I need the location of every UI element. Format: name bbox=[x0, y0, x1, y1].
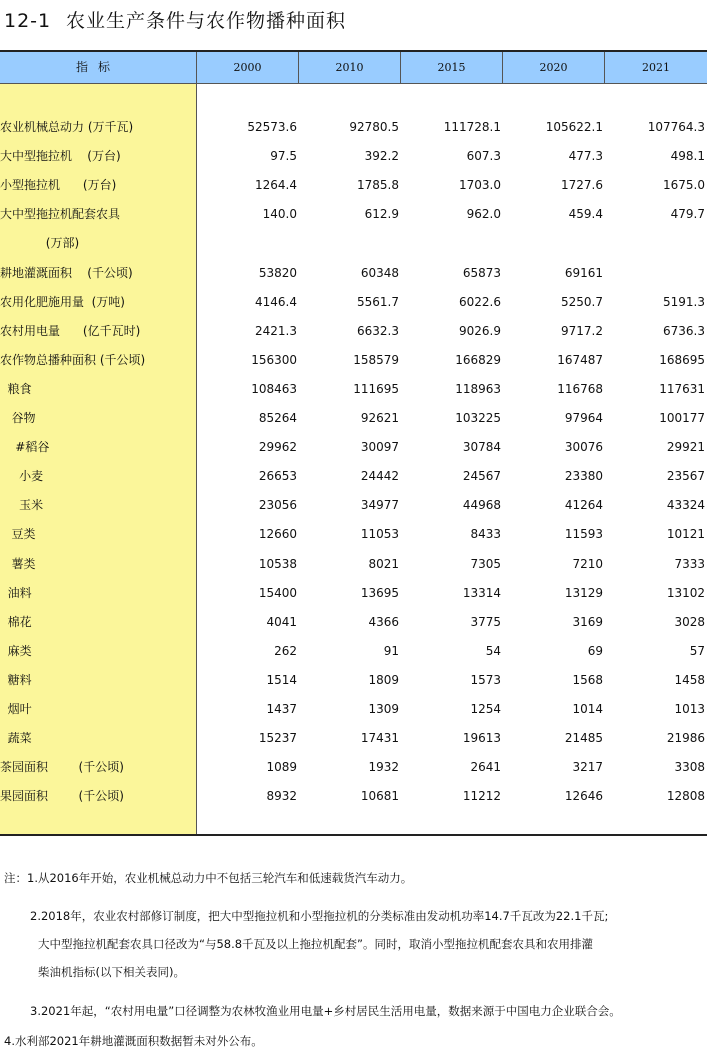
table-row bbox=[0, 670, 707, 690]
value-cell-2000: 53820 bbox=[258, 265, 297, 280]
value-cell-2010: 24442 bbox=[360, 469, 399, 484]
value-cell-2021: 13102 bbox=[666, 585, 705, 600]
value-cell-2000: 52573.6 bbox=[247, 120, 297, 134]
value-cell-2010: 13695 bbox=[360, 585, 399, 600]
value-cell-2010: 5561.7 bbox=[357, 294, 399, 309]
row-label: 谷物 bbox=[0, 411, 36, 425]
value-cell-2021: 43324 bbox=[666, 498, 705, 513]
value-cell-2000: 4041 bbox=[266, 614, 297, 629]
value-cell-2021: 23567 bbox=[666, 469, 705, 484]
table-bottom-rule bbox=[0, 834, 707, 836]
row-label: 棉花 bbox=[0, 614, 32, 629]
value-cell-2015: 2641 bbox=[470, 760, 501, 775]
value-cell-2020: 1727.6 bbox=[561, 178, 603, 193]
table-row bbox=[0, 757, 707, 777]
value-cell-2020: 3217 bbox=[572, 760, 603, 775]
value-cell-2000: 23056 bbox=[258, 498, 297, 513]
value-cell-2020: 11593 bbox=[564, 527, 603, 542]
table-title-text: 农业生产条件与农作物播种面积 bbox=[66, 10, 347, 32]
table-row bbox=[0, 524, 707, 544]
value-cell-2021: 29921 bbox=[666, 440, 705, 455]
value-cell-2015: 962.0 bbox=[466, 207, 501, 222]
value-cell-2021: 1013 bbox=[674, 702, 705, 716]
table-row bbox=[0, 728, 707, 748]
table-row bbox=[0, 437, 707, 457]
value-cell-2020: 97964 bbox=[564, 411, 603, 425]
value-cell-2020: 69 bbox=[587, 643, 603, 658]
table-row bbox=[0, 146, 707, 166]
value-cell-2021: 168695 bbox=[659, 352, 705, 367]
row-label: 薯类 bbox=[0, 556, 36, 571]
value-cell-2010: 1785.8 bbox=[357, 178, 399, 193]
value-cell-2000: 1514 bbox=[266, 672, 297, 687]
value-cell-2020: 13129 bbox=[564, 585, 603, 600]
value-cell-2000: 108463 bbox=[251, 381, 297, 396]
value-cell-2021: 479.7 bbox=[670, 207, 705, 222]
value-cell-2015: 8433 bbox=[470, 527, 501, 542]
value-cell-2021: 3028 bbox=[674, 614, 705, 629]
value-cell-2021: 5191.3 bbox=[663, 294, 705, 309]
row-label: 农作物总播种面积 (千公顷) bbox=[0, 352, 146, 367]
value-cell-2010: 612.9 bbox=[364, 207, 399, 222]
row-label: 茶园面积 (千公顷) bbox=[0, 760, 124, 775]
footnote-2-cont-2: 柴油机指标(以下相关表同)。 bbox=[38, 965, 185, 979]
value-cell-2021: 1675.0 bbox=[663, 178, 705, 193]
value-cell-2010: 8021 bbox=[368, 556, 399, 571]
table-row bbox=[0, 495, 707, 515]
value-cell-2020: 41264 bbox=[564, 498, 603, 513]
value-cell-2021: 12808 bbox=[666, 789, 705, 804]
value-cell-2020: 1014 bbox=[572, 702, 603, 716]
value-cell-2010: 1309 bbox=[368, 702, 399, 716]
value-cell-2015: 44968 bbox=[462, 498, 501, 513]
value-cell-2020: 5250.7 bbox=[561, 294, 603, 309]
header-indicator: 指标 bbox=[0, 52, 197, 83]
value-cell-2020: 477.3 bbox=[568, 149, 603, 164]
footnote-3: 3.2021年起，“农村用电量”口径调整为农林牧渔业用电量+乡村居民生活用电量，数据来源于中国电力企业联合会。 bbox=[30, 1004, 621, 1018]
row-label: 玉米 bbox=[0, 498, 44, 513]
value-cell-2020: 105622.1 bbox=[545, 120, 603, 134]
table-row bbox=[0, 554, 707, 574]
header-year-2020: 2020 bbox=[503, 52, 605, 83]
row-label: 糖料 bbox=[0, 672, 32, 687]
value-cell-2015: 1703.0 bbox=[459, 178, 501, 193]
value-cell-2010: 392.2 bbox=[364, 149, 399, 164]
row-label: 小麦 bbox=[0, 469, 44, 484]
value-cell-2000: 140.0 bbox=[262, 207, 297, 222]
row-label: 粮食 bbox=[0, 381, 32, 396]
value-cell-2000: 85264 bbox=[258, 411, 297, 425]
value-cell-2010: 11053 bbox=[360, 527, 399, 542]
value-cell-2020: 9717.2 bbox=[561, 323, 603, 338]
table-row bbox=[0, 408, 707, 428]
row-label: 油料 bbox=[0, 585, 32, 600]
value-cell-2000: 2421.3 bbox=[255, 323, 297, 338]
value-cell-2015: 1573 bbox=[470, 672, 501, 687]
table-row bbox=[0, 175, 707, 195]
value-cell-2015: 9026.9 bbox=[459, 323, 501, 338]
value-cell-2020: 69161 bbox=[564, 265, 603, 280]
value-cell-2020: 23380 bbox=[564, 469, 603, 484]
value-cell-2000: 15400 bbox=[258, 585, 297, 600]
value-cell-2015: 65873 bbox=[462, 265, 501, 280]
value-cell-2000: 4146.4 bbox=[255, 294, 297, 309]
value-cell-2010: 1932 bbox=[368, 760, 399, 775]
value-cell-2021: 498.1 bbox=[670, 149, 705, 164]
table-row bbox=[0, 292, 707, 312]
value-cell-2015: 607.3 bbox=[466, 149, 501, 164]
table-row bbox=[0, 641, 707, 661]
value-cell-2000: 97.5 bbox=[270, 149, 297, 164]
table-top-rule bbox=[0, 50, 707, 52]
row-label: 小型拖拉机 (万台) bbox=[0, 178, 117, 193]
statistics-table bbox=[0, 50, 707, 836]
value-cell-2021: 117631 bbox=[659, 381, 705, 396]
row-label: 大中型拖拉机配套农具 bbox=[0, 207, 121, 222]
value-cell-2000: 1264.4 bbox=[255, 178, 297, 193]
table-row bbox=[0, 117, 707, 137]
value-cell-2015: 1254 bbox=[470, 702, 501, 716]
value-cell-2020: 3169 bbox=[572, 614, 603, 629]
value-cell-2020: 30076 bbox=[564, 440, 603, 455]
row-label: 蔬菜 bbox=[0, 731, 32, 746]
value-cell-2015: 30784 bbox=[462, 440, 501, 455]
row-label: 麻类 bbox=[0, 643, 32, 658]
footnote-1: 注：1.从2016年开始，农业机械总动力中不包括三轮汽车和低速载货汽车动力。 bbox=[4, 871, 413, 885]
value-cell-2000: 262 bbox=[274, 643, 297, 658]
value-cell-2010: 6632.3 bbox=[357, 323, 399, 338]
table-row bbox=[0, 466, 707, 486]
table-row bbox=[0, 583, 707, 603]
row-label: 农村用电量 (亿千瓦时) bbox=[0, 323, 141, 338]
value-cell-2021: 7333 bbox=[674, 556, 705, 571]
value-cell-2015: 111728.1 bbox=[443, 120, 501, 134]
value-cell-2010: 17431 bbox=[360, 731, 399, 746]
table-number: 12-1 bbox=[4, 10, 52, 32]
value-cell-2015: 13314 bbox=[462, 585, 501, 600]
value-cell-2021: 57 bbox=[689, 643, 705, 658]
row-label: 果园面积 (千公顷) bbox=[0, 789, 124, 804]
value-cell-2000: 15237 bbox=[258, 731, 297, 746]
value-cell-2015: 11212 bbox=[462, 789, 501, 804]
value-cell-2000: 29962 bbox=[258, 440, 297, 455]
value-cell-2010: 4366 bbox=[368, 614, 399, 629]
value-cell-2021: 107764.3 bbox=[647, 120, 705, 134]
header-year-2015: 2015 bbox=[401, 52, 503, 83]
header-year-2010: 2010 bbox=[299, 52, 401, 83]
value-cell-2015: 7305 bbox=[470, 556, 501, 571]
value-cell-2010: 34977 bbox=[360, 498, 399, 513]
page-title bbox=[4, 6, 346, 33]
value-cell-2020: 167487 bbox=[557, 352, 603, 367]
table-row bbox=[0, 379, 707, 399]
value-cell-2015: 166829 bbox=[455, 352, 501, 367]
value-cell-2020: 7210 bbox=[572, 556, 603, 571]
value-cell-2000: 1437 bbox=[266, 702, 297, 716]
value-cell-2015: 118963 bbox=[455, 381, 501, 396]
row-label: (万部) bbox=[0, 236, 80, 251]
table-row bbox=[0, 263, 707, 283]
value-cell-2015: 19613 bbox=[462, 731, 501, 746]
value-cell-2000: 1089 bbox=[266, 760, 297, 775]
value-cell-2000: 8932 bbox=[266, 789, 297, 804]
value-cell-2015: 24567 bbox=[462, 469, 501, 484]
header-year-2000: 2000 bbox=[197, 52, 299, 83]
header-year-2021: 2021 bbox=[642, 61, 670, 74]
row-label: #稻谷 bbox=[0, 440, 50, 455]
value-cell-2010: 92621 bbox=[360, 411, 399, 425]
row-label: 农用化肥施用量 (万吨) bbox=[0, 294, 125, 309]
value-cell-2015: 103225 bbox=[455, 411, 501, 425]
table-row bbox=[0, 786, 707, 806]
value-cell-2010: 111695 bbox=[353, 381, 399, 396]
value-cell-2000: 12660 bbox=[258, 527, 297, 542]
value-cell-2020: 1568 bbox=[572, 672, 603, 687]
value-cell-2021: 3308 bbox=[674, 760, 705, 775]
value-cell-2020: 12646 bbox=[564, 789, 603, 804]
value-cell-2010: 10681 bbox=[360, 789, 399, 804]
value-cell-2000: 26653 bbox=[258, 469, 297, 484]
footnote-2-cont-1: 大中型拖拉机配套农具口径改为“与58.8千瓦及以上拖拉机配套”。同时，取消小型拖拉机配套农具和农用排灌 bbox=[38, 937, 594, 951]
value-cell-2021: 10121 bbox=[666, 527, 705, 542]
indicator-column-background bbox=[0, 83, 196, 835]
value-cell-2015: 3775 bbox=[470, 614, 501, 629]
value-cell-2021: 21986 bbox=[666, 731, 705, 746]
value-cell-2021: 100177 bbox=[659, 411, 705, 425]
table-row bbox=[0, 204, 707, 224]
table-row bbox=[0, 612, 707, 632]
row-label: 豆类 bbox=[0, 527, 36, 542]
row-label: 大中型拖拉机 (万台) bbox=[0, 149, 121, 164]
row-label: 耕地灌溉面积 (千公顷) bbox=[0, 265, 133, 280]
table-row bbox=[0, 321, 707, 341]
row-label: 农业机械总动力 (万千瓦) bbox=[0, 120, 134, 134]
value-cell-2015: 54 bbox=[485, 643, 501, 658]
table-row bbox=[0, 350, 707, 370]
value-cell-2010: 1809 bbox=[368, 672, 399, 687]
value-cell-2000: 156300 bbox=[251, 352, 297, 367]
value-cell-2020: 459.4 bbox=[568, 207, 603, 222]
row-label: 烟叶 bbox=[0, 702, 32, 716]
value-cell-2015: 6022.6 bbox=[459, 294, 501, 309]
value-cell-2020: 116768 bbox=[557, 381, 603, 396]
value-cell-2010: 91 bbox=[383, 643, 399, 658]
value-cell-2010: 92780.5 bbox=[349, 120, 399, 134]
value-cell-2021: 1458 bbox=[674, 672, 705, 687]
value-cell-2010: 158579 bbox=[353, 352, 399, 367]
value-cell-2021: 6736.3 bbox=[663, 323, 705, 338]
footnote-2: 2.2018年，农业农村部修订制度，把大中型拖拉机和小型拖拉机的分类标准由发动机功率14.7千瓦改为22.1千瓦; bbox=[30, 909, 609, 923]
value-cell-2000: 10538 bbox=[258, 556, 297, 571]
table-row bbox=[0, 699, 707, 719]
footnote-4: 4.水利部2021年耕地灌溉面积数据暂未对外公布。 bbox=[4, 1034, 263, 1048]
value-cell-2010: 60348 bbox=[360, 265, 399, 280]
table-row bbox=[0, 233, 707, 253]
table-header bbox=[0, 52, 707, 84]
value-cell-2020: 21485 bbox=[564, 731, 603, 746]
value-cell-2010: 30097 bbox=[360, 440, 399, 455]
